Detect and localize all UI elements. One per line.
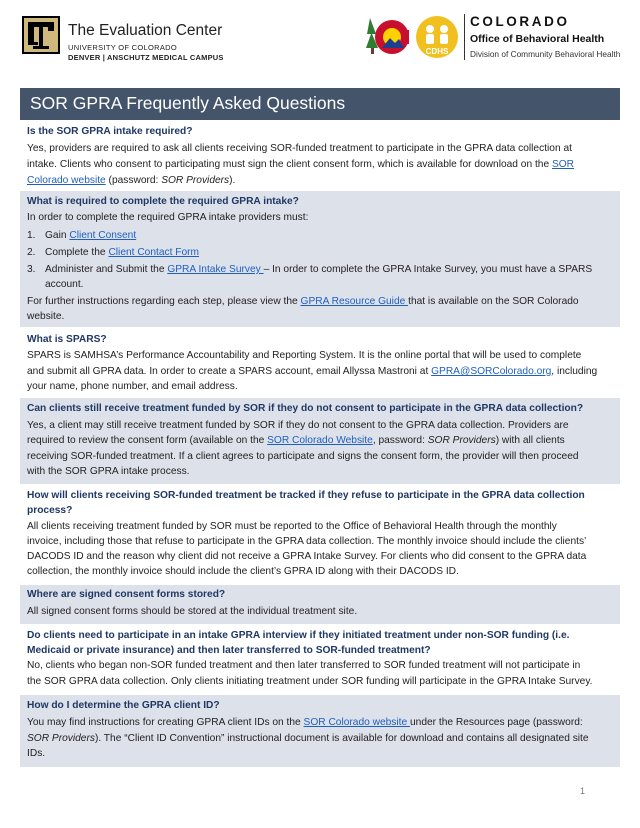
state-name: COLORADO (470, 14, 570, 29)
faq-answer-line: Yes, a client may still receive treatment funded by SOR if they do not consent to the GPRA data collection. Providers are (27, 420, 569, 431)
faq-answer-line: required to review the consent form (available on the SOR Colorado Website, password: SOR Providers) with all clients (27, 435, 565, 446)
faq-answer-line: All clients receiving treatment funded by SOR must be reported to the Office of Behavioral Health through the monthly (27, 521, 557, 532)
faq-answer-line: with the SOR GPRA intake process. (27, 466, 190, 477)
faq-question-continuation: process? (27, 505, 73, 516)
gpra-resource-guide-link[interactable]: GPRA Resource Guide (300, 296, 409, 307)
faq-answer-line: invoice, including those that refuse to participate in the GPRA data collection. The monthly invoice should include the clients’ (27, 536, 587, 547)
faq-answer-line: IDs. (27, 748, 46, 759)
faq-section-consent-storage (20, 585, 620, 624)
faq-answer-line: SOR Providers). The “Client ID Convention” instructional document is available for download and contains all designated site (27, 733, 589, 744)
header-divider (464, 14, 465, 60)
faq-answer-line: collection, the monthly invoice should include the client’s GPRA ID along with their DACODS ID. (27, 566, 459, 577)
password-text: SOR Providers (161, 175, 230, 186)
org-subtitle-university: UNIVERSITY OF COLORADO (68, 43, 177, 52)
faq-answer-line: Yes, providers are required to ask all clients receiving SOR-funded treatment to participate in the GPRA data collection at (27, 143, 572, 154)
faq-question-continuation: Medicaid or private insurance) and then later transferred to SOR-funded treatment? (27, 645, 431, 656)
faq-question: What is SPARS? (27, 334, 107, 345)
faq-answer-line: intake. Clients who consent to participating must sign the client consent form, which is available for download on the SOR (27, 159, 575, 170)
faq-question: Can clients still receive treatment funded by SOR if they do not consent to participate in the GPRA data collection? (27, 403, 584, 414)
faq-question: How will clients receiving SOR-funded treatment be tracked if they refuse to participate in the GPRA data collection (27, 490, 585, 501)
page-header (0, 0, 640, 80)
colorado-state-logo-icon (362, 14, 412, 60)
faq-answer-line: website. (27, 311, 65, 322)
faq-section-spars (20, 329, 620, 397)
page-title: SOR GPRA Frequently Asked Questions (30, 93, 346, 113)
faq-answer-line: the SOR GPRA data collection. Only clients initiating treatment under SOR funding will participate in the GPRA Intake Survey. (27, 676, 593, 687)
faq-answer-line: No, clients who began non-SOR funded treatment and then later transferred to SOR funded treatment will not participate in (27, 660, 581, 671)
org-title: The Evaluation Center (68, 22, 223, 39)
password-text: SOR Providers (427, 435, 496, 446)
faq-question: Is the SOR GPRA intake required? (27, 126, 193, 137)
faq-answer-line: You may find instructions for creating GPRA client IDs on the SOR Colorado website under the Resources page (password: (27, 717, 583, 728)
faq-section-intake-steps: What is required to complete the required GPRA intake? In order to complete the required GPRA intake providers must: 1. Gain Client Consent 2. Complete the Client Contact Form 3. Administer and Submit the GPRA Intake Survey – In order to complete the GPRA Intake Survey, you must have a SPARS account. For further instructions regarding each step, please view the GPRA Resource Guide that is available on the SOR Colorado website. (20, 191, 620, 327)
faq-section-client-id (20, 695, 620, 767)
sor-colorado-website-link[interactable]: SOR Colorado Website (267, 435, 373, 446)
office-name: Office of Behavioral Health (470, 33, 605, 45)
title-banner (20, 88, 620, 120)
cdhs-label: CDHS (425, 47, 449, 56)
division-name: Division of Community Behavioral Health (470, 49, 621, 59)
faq-question: Where are signed consent forms stored? (27, 589, 226, 600)
faq-answer-line: All signed consent forms should be stored at the individual treatment site. (27, 606, 358, 617)
faq-answer-line: In order to complete the required GPRA intake providers must: (27, 212, 309, 223)
faq-answer-line: SPARS is SAMHSA’s Performance Accountability and Reporting System. It is the online portal that will be used to complete (27, 350, 582, 361)
sor-colorado-link[interactable]: SOR (551, 159, 575, 170)
faq-answer-line: For further instructions regarding each step, please view the GPRA Resource Guide that is available on the SOR Colorado (27, 296, 579, 307)
faq-question: What is required to complete the required GPRA intake? (27, 196, 299, 207)
gpra-intake-survey-link[interactable]: GPRA Intake Survey (167, 264, 264, 275)
cdhs-logo-icon (414, 14, 460, 60)
faq-answer-line: Colorado website (password: SOR Providers). (27, 175, 236, 186)
password-text: SOR Providers (27, 733, 95, 744)
faq-section-intake-required (20, 122, 620, 190)
client-contact-form-link[interactable]: Client Contact Form (108, 247, 200, 258)
org-subtitle-campus: DENVER | ANSCHUTZ MEDICAL CAMPUS (68, 53, 224, 62)
faq-answer-line: receiving SOR-funded treatment. If a client agrees to participate and signs the consent form, the provider will then proceed (27, 451, 579, 462)
faq-section-no-consent (20, 398, 620, 484)
client-consent-link[interactable]: Client Consent (69, 230, 137, 241)
faq-question: How do I determine the GPRA client ID? (27, 700, 220, 711)
gpra-email-link[interactable]: GPRA@SORColorado.org (431, 366, 552, 377)
sor-colorado-website-link[interactable]: SOR Colorado website (303, 717, 410, 728)
page-number: 1 (580, 786, 586, 796)
sor-colorado-website-link[interactable]: Colorado website (27, 175, 106, 186)
faq-answer-line: and submit all GPRA data. In order to create a SPARS account, email Allyssa Mastroni at GPRA@SORColorado.org, including (27, 366, 598, 377)
faq-section-non-sor-funding (20, 625, 620, 693)
faq-question: Do clients need to participate in an intake GPRA interview if they initiated treatment under non-SOR funding (i.e. (27, 630, 570, 641)
faq-section-tracking-refusals (20, 485, 620, 583)
faq-answer-line: DACODS ID and the reason why client did not receive a GPRA Intake Survey. For clients who did consent to the GPRA data (27, 551, 587, 562)
faq-answer-line: your name, phone number, and email address. (27, 381, 238, 392)
cu-logo-icon (22, 16, 60, 54)
